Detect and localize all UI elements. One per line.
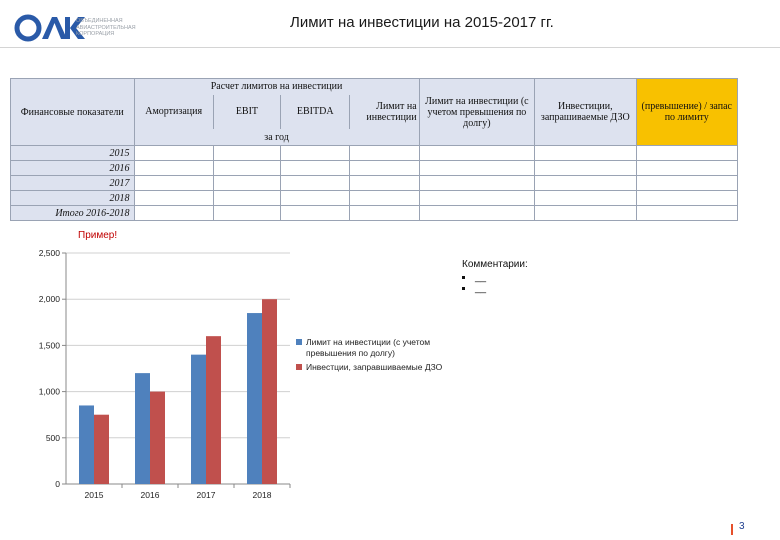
y-tick-label: 2,000 — [38, 294, 60, 305]
bar-series1 — [247, 313, 262, 484]
x-tick-label: 2018 — [252, 490, 272, 500]
comments-title: Комментарии: — [462, 259, 528, 270]
logo-subtitle: ОБЪЕДИНЕННАЯ АВИАСТРОИТЕЛЬНАЯ КОРПОРАЦИЯ — [76, 18, 136, 37]
bar-series1 — [191, 355, 206, 484]
page-number: 3 — [739, 521, 745, 532]
bar-series1 — [79, 405, 94, 484]
chart-legend — [296, 337, 446, 377]
table-cell[interactable] — [281, 191, 350, 206]
table-cell[interactable] — [535, 146, 636, 161]
table-cell[interactable] — [419, 191, 534, 206]
table-cell[interactable] — [134, 146, 213, 161]
legend-swatch-series1 — [296, 339, 302, 345]
header-limit: Лимит на инвестиции — [350, 95, 419, 129]
table-cell[interactable] — [535, 206, 636, 221]
bar-series2 — [206, 336, 221, 484]
table-cell[interactable] — [134, 161, 213, 176]
legend-item-series1 — [296, 337, 446, 358]
comment-item — [462, 283, 528, 294]
table-cell[interactable] — [281, 146, 350, 161]
table-cell[interactable] — [213, 176, 280, 191]
header-fin-indicators: Финансовые показатели — [11, 79, 135, 146]
table-cell[interactable] — [134, 191, 213, 206]
bullet-icon — [462, 276, 465, 279]
comment-item — [462, 272, 528, 283]
row-label-total: Итого 2016-2018 — [11, 206, 135, 221]
table-cell[interactable] — [213, 146, 280, 161]
legend-item-series2 — [296, 362, 446, 373]
legend-label-series1: Лимит на инвестиции (с учетом превышения по долгу) — [306, 337, 431, 358]
table-cell[interactable] — [134, 206, 213, 221]
x-tick-label: 2016 — [140, 490, 160, 500]
header-dzo-investments: Инвестиции, запрашиваемые ДЗО — [535, 79, 636, 146]
table-cell[interactable] — [535, 176, 636, 191]
table-cell[interactable] — [419, 161, 534, 176]
table-cell[interactable] — [419, 176, 534, 191]
y-tick-label: 1,000 — [38, 386, 60, 397]
page-title: Лимит на инвестиции на 2015-2017 гг. — [290, 14, 554, 31]
legend-swatch-series2 — [296, 364, 302, 370]
table-cell[interactable] — [350, 191, 419, 206]
table-cell[interactable] — [419, 146, 534, 161]
row-label: 2017 — [11, 176, 135, 191]
table-cell[interactable] — [636, 161, 737, 176]
y-tick-label: 0 — [55, 479, 60, 489]
table-cell[interactable] — [535, 191, 636, 206]
y-tick-label: 1,500 — [38, 340, 60, 351]
comment-text[interactable]: __ — [475, 272, 487, 283]
y-tick-label: 2,500 — [38, 248, 60, 258]
header-ebitda: EBITDA — [281, 95, 350, 129]
investment-bar-chart — [0, 240, 300, 508]
table-cell[interactable] — [213, 206, 280, 221]
bullet-icon — [462, 287, 465, 290]
header-ebit: EBIT — [213, 95, 280, 129]
x-tick-label: 2017 — [196, 490, 216, 500]
bar-series2 — [262, 299, 277, 484]
table-cell[interactable] — [350, 206, 419, 221]
table-cell[interactable] — [636, 206, 737, 221]
y-tick-label: 500 — [45, 432, 60, 443]
comments-block — [462, 259, 528, 294]
table-cell[interactable] — [213, 161, 280, 176]
table-cell[interactable] — [213, 191, 280, 206]
bar-series2 — [94, 415, 109, 484]
header-excess-reserve: (превышение) / запас по лимиту — [636, 79, 737, 146]
header-limits-group: Расчет лимитов на инвестиции — [134, 79, 419, 95]
table-cell[interactable] — [281, 161, 350, 176]
legend-label-series2: Инвестции, заправшиваемые ДЗО — [306, 362, 443, 372]
bar-series1 — [135, 373, 150, 484]
header-limit-with-excess: Лимит на инвестиции (с учетом превышения по долгу) — [419, 79, 534, 146]
row-label: 2015 — [11, 146, 135, 161]
table-cell[interactable] — [636, 176, 737, 191]
table-cell[interactable] — [350, 161, 419, 176]
table-cell[interactable] — [350, 146, 419, 161]
table-cell[interactable] — [350, 176, 419, 191]
table-cell[interactable] — [636, 146, 737, 161]
example-label: Пример! — [78, 230, 118, 241]
header-divider — [0, 47, 780, 48]
comment-text[interactable]: __ — [475, 283, 487, 294]
table-cell[interactable] — [419, 206, 534, 221]
table-cell[interactable] — [134, 176, 213, 191]
table-cell[interactable] — [281, 206, 350, 221]
table-cell[interactable] — [535, 161, 636, 176]
table-cell[interactable] — [281, 176, 350, 191]
row-label: 2018 — [11, 191, 135, 206]
limits-table — [10, 78, 738, 221]
header-amortization: Амортизация — [134, 95, 213, 129]
table-cell[interactable] — [636, 191, 737, 206]
bar-series2 — [150, 392, 165, 484]
header-per-year: за год — [134, 129, 419, 145]
x-tick-label: 2015 — [84, 490, 104, 500]
row-label: 2016 — [11, 161, 135, 176]
